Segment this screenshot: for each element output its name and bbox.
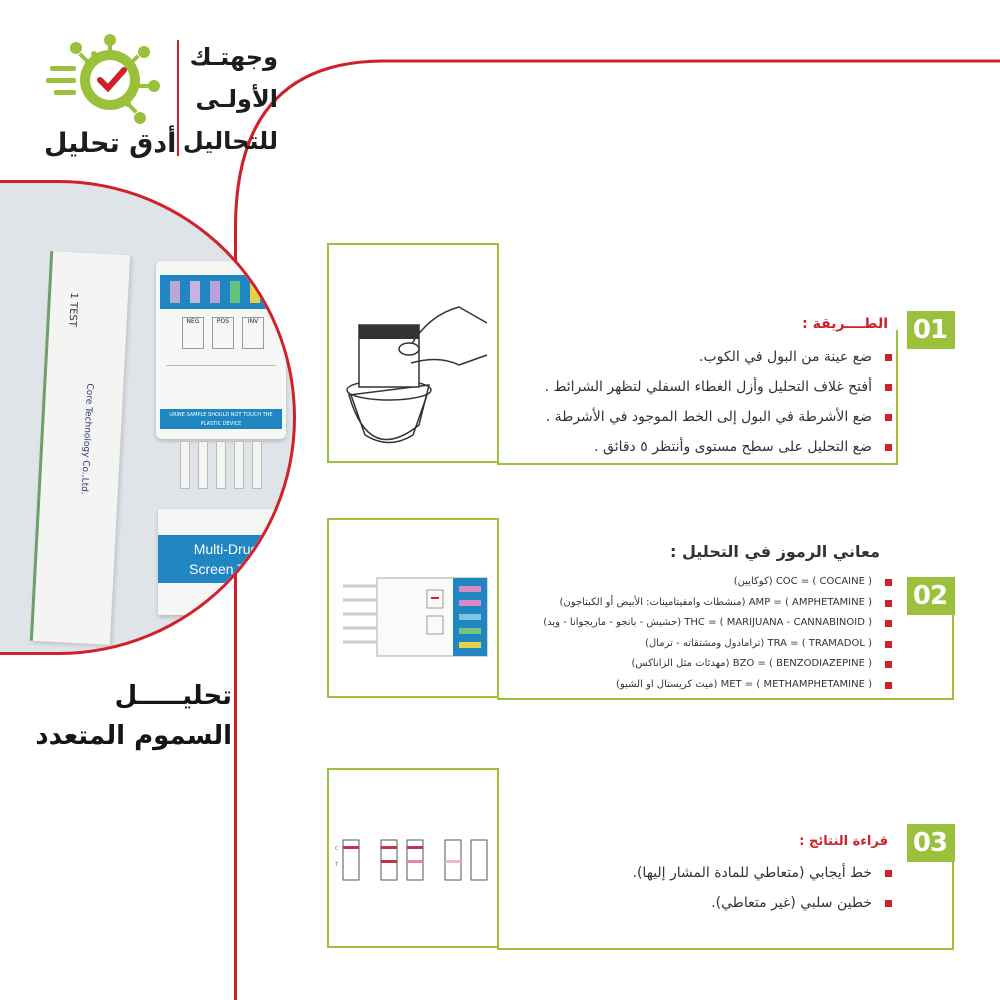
section-02-badge-line	[953, 577, 955, 615]
page-title: تحليـــــل السموم المتعدد	[35, 681, 232, 751]
section-01-number: 01	[907, 311, 953, 349]
card-label-neg: NEG	[186, 318, 200, 325]
section-01-image-frame	[327, 243, 497, 463]
list-item: TRA = ( TRAMADOL ) (ترامادول ومشتقاته - ترمال)	[543, 634, 892, 655]
result-strips-icon	[329, 770, 497, 948]
list-item: MET = ( METHAMPHETAMINE ) (ميث كريستال او الشبو)	[543, 675, 892, 696]
list-item: BZO = ( BENZODIAZEPINE ) (مهدئات مثل الزاناكس)	[543, 654, 892, 675]
section-01-badge-line	[953, 311, 955, 349]
section-02-number: 02	[907, 577, 953, 615]
section-02-title: معاني الرموز في التحليل :	[670, 542, 880, 561]
card-window-pos	[212, 317, 234, 349]
section-02-top-line	[497, 518, 499, 700]
section-03-badge-line	[953, 824, 955, 862]
section-03-title: قراءة النتائج :	[799, 834, 888, 849]
card-window-neg	[182, 317, 204, 349]
section-02-right-line	[952, 615, 954, 700]
header-divider	[177, 40, 179, 156]
card-warning-band: URINE SAMPLE SHOULD NOT TOUCH THE PLASTIC DEVICE	[160, 409, 282, 429]
section-03-right-line	[952, 862, 954, 950]
section-03-top-line	[497, 768, 499, 950]
cap-label: Multi-Drug Screen Test	[158, 535, 294, 583]
kit-pouch	[30, 251, 130, 645]
slogan-line: الأولـى	[195, 85, 278, 113]
section-03-list	[633, 858, 892, 918]
card-header-band	[160, 275, 282, 309]
list-item: خط أيجابي (متعاطي للمادة المشار إليها).	[633, 858, 892, 888]
section-01-bottom-line	[497, 463, 897, 465]
svg-text:T: T	[335, 862, 339, 868]
list-item: خطين سلبي (غير متعاطي).	[633, 888, 892, 918]
list-item: THC = ( MARIJUANA - CANNABINOID ) (حشيش - بانجو - ماريجوانا - ويد)	[543, 613, 892, 634]
brand-name: أدق تحليل	[44, 128, 177, 159]
card-label-inv: INV	[247, 318, 259, 325]
card-window-inv	[242, 317, 264, 349]
section-02-bottom-line	[497, 698, 953, 700]
list-item: أفتح غلاف التحليل وأزل الغطاء السفلي لتظهر الشرائط .	[545, 372, 892, 402]
section-01-title: الطــــريقة :	[802, 316, 888, 332]
section-02-list	[543, 572, 892, 695]
section-03-number: 03	[907, 824, 953, 862]
test-cap	[158, 509, 294, 615]
red-frame-vertical	[234, 600, 237, 1000]
section-01-list	[545, 342, 892, 462]
list-item: ضع عينة من البول في الكوب.	[545, 342, 892, 372]
section-01-top-line	[497, 243, 499, 465]
section-03-bottom-line	[497, 948, 953, 950]
slogan-line: وجهتـك	[189, 43, 278, 71]
test-card	[156, 261, 286, 439]
svg-text:C: C	[335, 846, 339, 852]
section-02-image-frame	[327, 518, 497, 698]
section-01-right-line	[896, 330, 898, 465]
pouch-brand: Core Technology Co.,Ltd.	[78, 383, 95, 495]
dip-strips	[176, 441, 272, 491]
list-item: AMP = ( AMPHETAMINE ) (منشطات وامفيتامينات: الأبيض أو الكبتاجون)	[543, 593, 892, 614]
pouch-label: 1 TEST	[66, 292, 80, 328]
section-03-image-frame	[327, 768, 497, 948]
virus-check-icon	[46, 30, 164, 126]
card-result-area	[166, 365, 276, 405]
list-item: ضع التحليل على سطح مستوى وأنتظر ٥ دقائق .	[545, 432, 892, 462]
test-card-diagram-icon	[329, 520, 497, 698]
list-item: ضع الأشرطة في البول إلى الخط الموجود في الأشرطة .	[545, 402, 892, 432]
brand-logo	[46, 30, 164, 126]
list-item: COC = ( COCAINE ) (كوكايين)	[543, 572, 892, 593]
slogan-line: للتحاليل	[182, 127, 278, 155]
hand-dipping-icon	[329, 245, 497, 461]
card-label-pos: POS	[216, 318, 230, 325]
brand-slogan	[183, 36, 278, 162]
